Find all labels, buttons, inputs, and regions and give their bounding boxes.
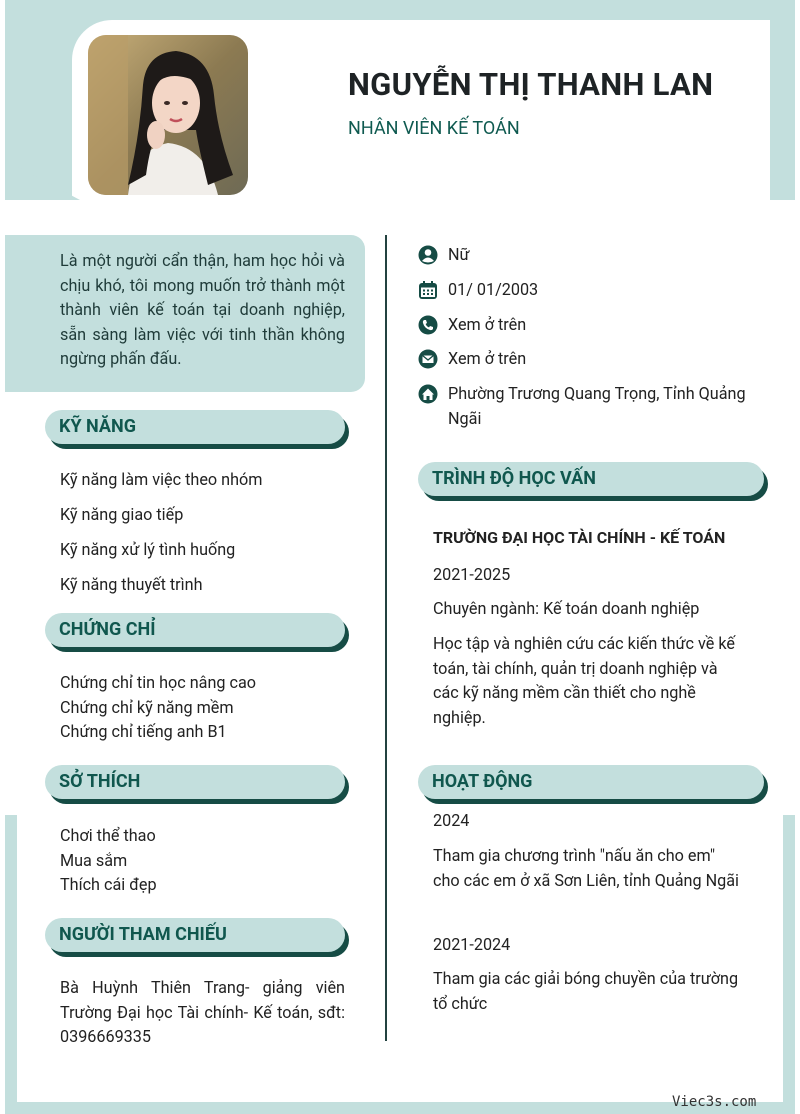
- calendar-icon: [418, 280, 438, 300]
- activity-text: Tham gia chương trình "nấu ăn cho em" cho các em ở xã Sơn Liên, tỉnh Quảng Ngãi: [433, 846, 739, 890]
- gender-value: Nữ: [448, 245, 470, 264]
- watermark: Viec3s.com: [672, 1094, 757, 1110]
- reference-text: Bà Huỳnh Thiên Trang- giảng viên Trường Đại học Tài chính- Kế toán, sđt: 0396669335: [60, 978, 345, 1046]
- candidate-name: NGUYỄN THỊ THANH LAN: [348, 66, 714, 103]
- education-heading-label: TRÌNH ĐỘ HỌC VẤN: [432, 468, 596, 489]
- home-icon: [418, 384, 438, 404]
- list-item: Chứng chỉ tiếng anh B1: [60, 722, 227, 741]
- list-item: Mua sắm: [60, 851, 128, 870]
- job-title: NHÂN VIÊN KẾ TOÁN: [348, 118, 520, 139]
- education-description: Học tập và nghiên cứu các kiến thức về kế toán, tài chính, quản trị doanh nghiệp và các kỹ năng mềm cần thiết cho nghề nghiệp.: [433, 634, 735, 727]
- list-item: Chứng chỉ tin học nâng cao: [60, 673, 257, 692]
- list-item: Kỹ năng làm việc theo nhóm: [60, 470, 263, 489]
- references-heading-label: NGƯỜI THAM CHIẾU: [59, 924, 227, 945]
- summary-text: Là một người cẩn thận, ham học hỏi và chịu khó, tôi mong muốn trở thành một thành viên kế toán tại doanh nghiệp, sẵn sàng làm việc với tinh thần không ngừng phấn đấu.: [60, 251, 345, 368]
- list-item: Kỹ năng xử lý tình huống: [60, 540, 236, 559]
- contact-address: [418, 382, 748, 431]
- education-major: Chuyên ngành: Kế toán doanh nghiệp: [433, 599, 700, 618]
- education-period: 2021-2025: [433, 565, 511, 584]
- header-corner-decoration: [5, 160, 80, 200]
- activity-year: 2024: [433, 811, 470, 830]
- education-heading: [418, 462, 764, 496]
- list-item: Kỹ năng giao tiếp: [60, 505, 184, 524]
- contact-gender: [418, 243, 748, 268]
- certificates-heading: [45, 613, 345, 647]
- references-heading: [45, 918, 345, 952]
- list-item: Chơi thể thao: [60, 826, 156, 845]
- contact-phone: [418, 313, 748, 338]
- contact-email: [418, 347, 748, 372]
- list-item: Thích cái đẹp: [60, 875, 157, 894]
- skills-heading-label: KỸ NĂNG: [59, 416, 136, 437]
- address-value: Phường Trương Quang Trọng, Tỉnh Quảng Ngãi: [448, 384, 746, 428]
- phone-icon: [418, 315, 438, 335]
- birthday-value: 01/ 01/2003: [448, 280, 539, 299]
- phone-value: Xem ở trên: [448, 315, 527, 334]
- school-name: TRƯỜNG ĐẠI HỌC TÀI CHÍNH - KẾ TOÁN: [433, 528, 726, 547]
- mail-icon: [418, 349, 438, 369]
- list-item: Kỹ năng thuyết trình: [60, 575, 203, 594]
- certificates-heading-label: CHỨNG CHỈ: [59, 619, 156, 640]
- hobbies-heading: [45, 765, 345, 799]
- profile-photo: [88, 35, 248, 195]
- activities-heading: [418, 765, 764, 799]
- email-value: Xem ở trên: [448, 349, 527, 368]
- list-item: Chứng chỉ kỹ năng mềm: [60, 698, 234, 717]
- contact-birthday: [418, 278, 748, 303]
- hobbies-heading-label: SỞ THÍCH: [59, 771, 141, 792]
- skills-heading: [45, 410, 345, 444]
- activity-year: 2021-2024: [433, 935, 511, 954]
- user-icon: [418, 245, 438, 265]
- activities-heading-label: HOẠT ĐỘNG: [432, 771, 533, 792]
- activity-text: Tham gia các giải bóng chuyền của trường tổ chức: [433, 969, 739, 1013]
- column-divider: [385, 235, 387, 1041]
